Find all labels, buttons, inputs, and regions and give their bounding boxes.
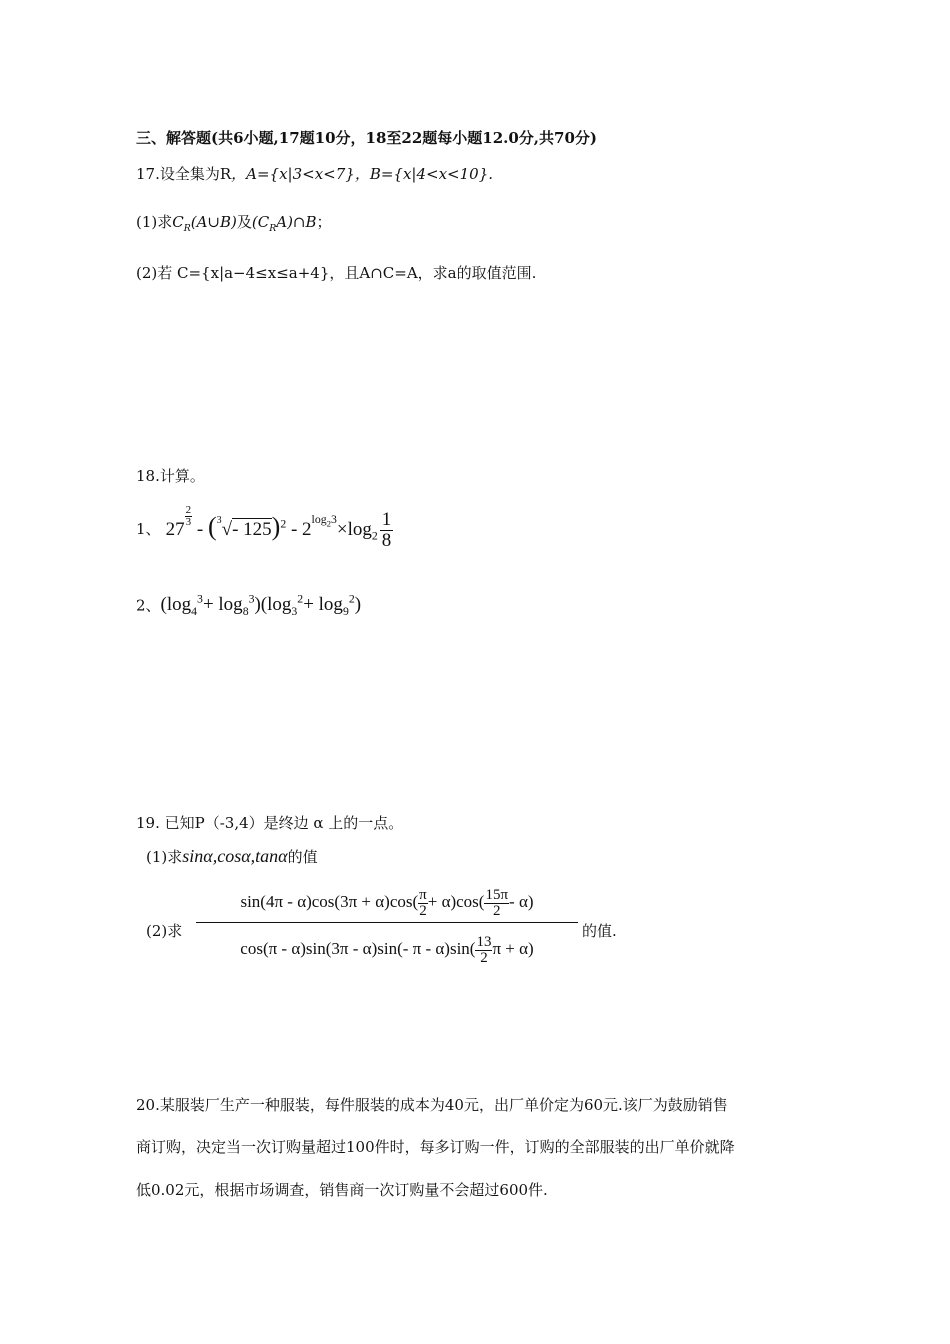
q18-item1-square: 2: [280, 517, 287, 531]
q19-den-frac-d: 2: [480, 949, 488, 966]
q18-item2-end: ): [354, 594, 362, 616]
q19-intro: 19. 已知P（-3,4）是终边 α 上的一点。: [136, 814, 404, 832]
q17-and: 及: [236, 213, 252, 231]
q18-item1-root-index: 3: [216, 515, 222, 527]
q17-part1-prefix: (1)求: [136, 213, 173, 231]
q19-part1-prefix: (1)求: [146, 848, 183, 866]
q18-item2-sub-c: 3: [291, 605, 298, 619]
q17-intro: [136, 163, 493, 184]
q18-item1-minus1: -: [192, 518, 208, 540]
q18-item2-sup-a: 3: [197, 593, 203, 606]
q18-item1-times-log: ×log: [336, 518, 372, 540]
q18-item1-base: 27: [165, 518, 185, 540]
q20-line2: 商订购，决定当一次订购量超过100件时，每多订购一件，订购的全部服装的出厂单价就降: [136, 1138, 735, 1156]
q17-complement-2-rest: A)∩B: [276, 213, 317, 231]
q18-item2-sup-d: 2: [348, 593, 355, 606]
q19-num-frac1-n: π: [419, 886, 427, 903]
q18-item1-log-sub: 2: [371, 529, 378, 543]
q19-den-frac: [475, 935, 492, 966]
q17-part2: (2)若 C={x|a−4≤x≤a+4}，且A∩C=A，求a的取值范围.: [136, 264, 537, 282]
q19-part2-fraction: [196, 876, 578, 969]
q18-item1-label: 1、: [136, 519, 161, 538]
q18-item2: [136, 593, 361, 619]
q18-item1-exp-num: 2: [185, 503, 192, 516]
q17-complement-1: C: [172, 213, 184, 231]
q17-complement-2-open: (C: [251, 213, 270, 231]
q17-complement-1-arg: (A∪B): [190, 213, 237, 231]
q17-intro-prefix: 17.设全集为: [136, 165, 220, 183]
q19-part1-expr: sinα,cosα,tanα: [182, 846, 288, 866]
q19-num-c: - α): [509, 892, 534, 911]
q17-sets: ，A={x|3<x<7}，B={x|4<x<10}.: [231, 165, 494, 183]
q19-num-frac2-d: 2: [493, 902, 501, 919]
q19-num-frac1-d: 2: [419, 902, 427, 919]
q18-item1-minus2: -: [286, 518, 303, 540]
q18-item2-sub-a: 4: [191, 605, 198, 619]
q19-part2-prefix: (2)求: [146, 922, 183, 940]
q18-item2-plus-log-b: + log: [202, 594, 243, 616]
q17-complement-1-sub: R: [183, 223, 191, 234]
q18-item2-plus-log-d: + log: [303, 594, 343, 616]
q19-den-a: cos(π - α)sin(3π - α)sin(- π - α)sin(: [240, 939, 476, 958]
q18-item1-exp-den: 3: [185, 515, 192, 528]
q17-complement-2-sub: R: [269, 223, 277, 234]
section-header: 三、解答题(共6小题,17题10分，18至22题每小题12.0分,共70分): [136, 129, 597, 147]
q19-num-frac2-n: 15π: [485, 886, 509, 903]
q20-line1: 20.某服装厂生产一种服装，每件服装的成本为40元，出厂单价定为60元.该厂为鼓励销售: [136, 1096, 728, 1114]
q17-part1: [136, 211, 332, 234]
q18-item1: 1、 27 $\frac{2}{3}$ - ($^3$√- $125)^2 - 2^{log_23}\times\log_2$ $\frac{1}{8}$: [136, 503, 392, 551]
q18-item2-log-a: (log: [160, 594, 192, 616]
q18-title: 18.计算。: [136, 467, 205, 485]
q18-item2-sub-d: 9: [342, 605, 349, 619]
q19-num-frac1: [418, 888, 428, 919]
q19-part2-numerator: [196, 876, 578, 922]
q18-item1-pow-base: 2: [302, 518, 312, 540]
q19-part1: [146, 846, 318, 867]
q18-item1-pow-exp-sub: 2: [326, 518, 332, 529]
q20-line3: 低0.02元，根据市场调查，销售商一次订购量不会超过600件.: [136, 1181, 548, 1199]
q19-den-frac-n: 13: [476, 933, 492, 950]
q18-item1-pow-exp: log: [311, 513, 327, 527]
q18-item1-frac-num: 1: [381, 509, 392, 530]
q19-part2-denominator: [196, 922, 578, 969]
q18-item2-sup-b: 3: [248, 593, 255, 606]
q18-item1-frac-den: 8: [381, 529, 392, 551]
q18-item2-label: 2、: [136, 596, 161, 615]
q19-num-b: + α)cos(: [427, 892, 485, 911]
q18-item1-pow-exp-arg: 3: [331, 513, 337, 527]
q19-part2-suffix: 的值.: [582, 922, 617, 940]
q18-item1-exp: [185, 505, 193, 528]
q18-item2-mid: )(log: [254, 594, 292, 616]
q19-den-b: π + α): [492, 939, 534, 958]
q18-item1-radicand: - 125: [232, 518, 272, 540]
q19-num-frac2: [484, 888, 509, 919]
q18-item2-sub-b: 8: [242, 605, 249, 619]
q18-item2-sup-c: 2: [297, 593, 304, 606]
q17-universal-set: R: [219, 165, 232, 183]
q19-num-a: sin(4π - α)cos(3π + α)cos(: [240, 892, 419, 911]
q17-part1-end: ；: [316, 213, 332, 231]
q18-item1-fraction: [380, 510, 394, 551]
q19-part1-suffix: 的值: [287, 848, 318, 866]
